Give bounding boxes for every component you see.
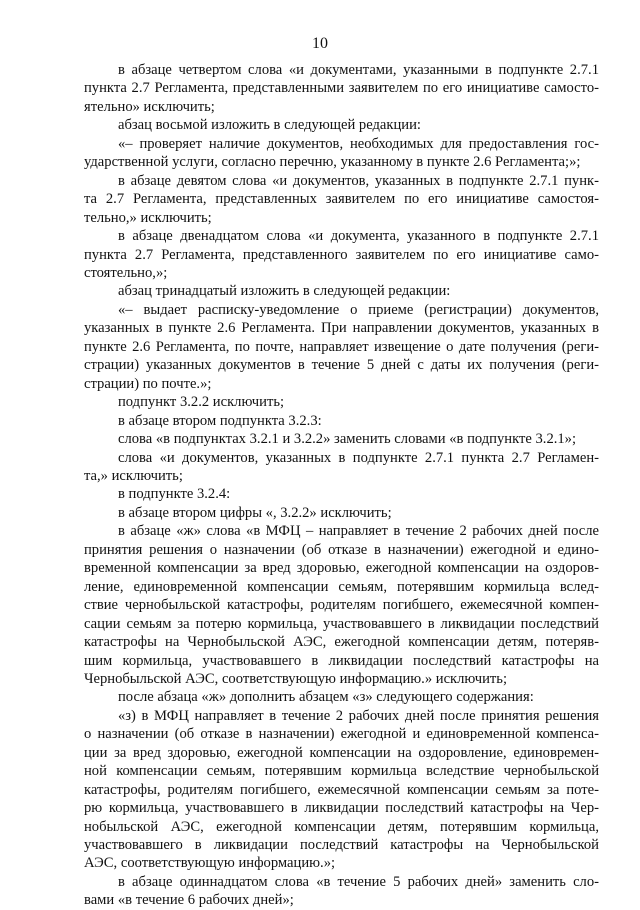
text-line: в абзаце четвертом слова «и документами, указанными в подпункте 2.7.1: [118, 62, 599, 78]
text-line: в абзаце одиннадцатом слова «в течение 5 рабочих дней» заменить сло-: [118, 873, 599, 890]
text-line: пункта 2.7 Регламента, представленными заявителем по его инициативе самосто-: [84, 80, 599, 97]
text-line: АЭС, соответствующую информацию.»;: [84, 855, 336, 872]
page-number: 10: [312, 35, 328, 52]
text-line: принятия решения о назначении (об отказе в назначении) ежегодной и едино-: [84, 541, 599, 558]
text-line: ствие чернобыльской катастрофы, родителям погибшего, ежемесячной компен-: [84, 597, 599, 614]
text-line: тельно,» исключить;: [84, 209, 212, 226]
text-line: «– проверяет наличие документов, необходимых для предоставления гос-: [118, 135, 599, 152]
text-line: «з) в МФЦ направляет в течение 2 рабочих дней после принятия решения: [118, 707, 599, 724]
text-line: в абзаце втором подпункта 3.2.3:: [118, 412, 322, 429]
text-line: ции за вред здоровью, ежегодной компенсации на оздоровление, единовремен-: [84, 744, 599, 761]
text-line: участвовавшего в ликвидации последствий катастрофы на Чернобыльской: [84, 837, 599, 854]
text-line: рю кормильца, участвовавшего в ликвидации последствий катастрофы на Чер-: [84, 800, 599, 817]
text-line: стоятельно,»;: [84, 264, 168, 281]
text-line: Чернобыльской АЭС, соответствующую информацию.» исключить;: [84, 670, 508, 687]
text-line: та 2.7 Регламента, представленных заявителем по его инициативе самостоя-: [84, 191, 599, 208]
text-line: абзац тринадцатый изложить в следующей редакции:: [118, 283, 451, 300]
text-line: «– выдает расписку-уведомление о приеме (регистрации) документов,: [118, 301, 599, 318]
text-line: пункте 2.6 Регламента, по почте, направляет извещение о дате получения (реги-: [84, 338, 599, 355]
text-line: ятельно» исключить;: [84, 98, 215, 115]
text-line: слова «и документов, указанных в подпункте 2.7.1 пункта 2.7 Регламен-: [118, 449, 599, 466]
text-line: шим кормильца, участвовавшего в ликвидации последствий катастрофы на: [84, 652, 599, 669]
text-line: ной компенсации семьям, потерявшим кормильца вследствие чернобыльской: [84, 763, 599, 780]
text-line: после абзаца «ж» дополнить абзацем «з» следующего содержания:: [118, 689, 534, 706]
text-line: страции) по почте.»;: [84, 375, 212, 392]
text-line: сации семьям за потерю кормильца, участвовавшего в ликвидации последствий: [84, 615, 599, 632]
text-line: нобыльской АЭС, ежегодной компенсации детям, потерявшим кормильца,: [84, 818, 599, 835]
text-line: страции) указанных документов в течение 5 дней с даты их получения (реги-: [84, 357, 599, 374]
text-line: в абзаце двенадцатом слова «и документа, указанного в подпункте 2.7.1: [118, 228, 599, 245]
text-line: пункта 2.7 Регламента, представленного заявителем по его инициативе само-: [84, 246, 599, 263]
text-line: о назначении (об отказе в назначении) ежегодной и единовременной компенса-: [84, 726, 599, 743]
text-line: вами «в течение 6 рабочих дней»;: [84, 892, 294, 909]
text-line: абзац восьмой изложить в следующей редакции:: [118, 117, 421, 134]
text-line: та,» исключить;: [84, 467, 183, 484]
document-body: [84, 61, 599, 910]
text-line: ление, единовременной компенсации семьям, потерявшим кормильца вслед-: [84, 578, 599, 595]
text-line: в абзаце девятом слова «и документов, указанных в подпункте 2.7.1 пунк-: [118, 172, 599, 189]
text-line: катастрофы, родителям погибшего, ежемесячной компенсации семьям за поте-: [84, 781, 599, 798]
text-line: слова «в подпунктах 3.2.1 и 3.2.2» заменить словами «в подпункте 3.2.1»;: [118, 431, 577, 448]
text-line: временной компенсации за вред здоровью, ежегодной компенсации на оздоров-: [84, 560, 599, 577]
text-line: подпункт 3.2.2 исключить;: [118, 394, 285, 411]
text-line: в абзаце «ж» слова «в МФЦ – направляет в течение 2 рабочих дней после: [118, 523, 599, 540]
text-line: в подпункте 3.2.4:: [118, 486, 231, 503]
text-line: указанных в пункте 2.6 Регламента. При направлении документов, указанных в: [84, 320, 599, 337]
text-line: в абзаце втором цифры «, 3.2.2» исключить;: [118, 504, 392, 521]
text-line: катастрофы на Чернобыльской АЭС, ежегодной компенсации детям, потеряв-: [84, 634, 599, 651]
text-line: ударственной услуги, согласно перечню, указанному в пункте 2.6 Регламента;»;: [84, 154, 581, 171]
